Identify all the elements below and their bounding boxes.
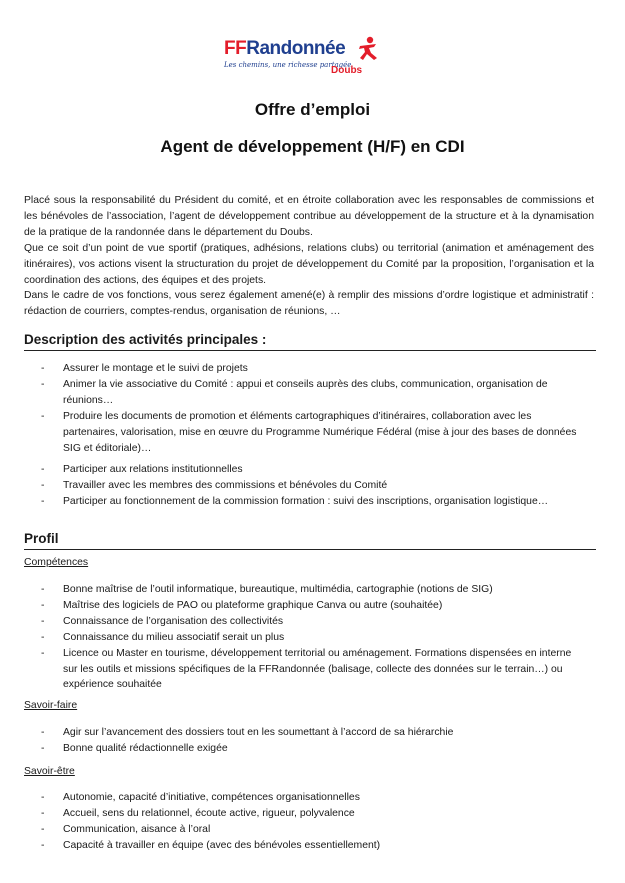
intro-paragraph: Placé sous la responsabilité du Président du comité, et en étroite collaboration avec les responsables de commissions et les bénévoles de l’association, l’agent de développement contribue au développement de la structure et à la dynamisation de la pratique de la randonnée dans le département du Doubs. <box>24 195 594 238</box>
list-item: - Autonomie, capacité d’initiative, compétences organisationnelles <box>41 792 360 803</box>
job-title: Agent de développement (H/F) en CDI <box>160 137 465 156</box>
list-item: - Maîtrise des logiciels de PAO ou plateforme graphique Canva ou autre (souhaitée) <box>41 599 443 611</box>
hiker-icon <box>356 36 380 62</box>
activities-heading: Description des activités principales : <box>24 332 596 351</box>
ffrandonnee-logo <box>224 38 404 80</box>
intro-paragraph: Que ce soit d’un point de vue sportif (pratiques, adhésions, relations clubs) ou territorial (animation et aménagement des itinéraires), vos actions visent la structuration du projet de développement du Comité par la proposition, l’organisation et la coordination des actions, des équipes et des projets. <box>24 242 594 286</box>
competences-list <box>24 582 584 693</box>
list-item: - Agir sur l’avancement des dossiers tout en les soumettant à l’accord de sa hiérarchie <box>41 727 454 738</box>
intro-paragraph: Dans le cadre de vos fonctions, vous serez également amené(e) à remplir des missions d’ordre logistique et administratif : rédaction de courriers, comptes-rendus, organisation de réunions, … <box>24 290 594 318</box>
list-item: - Capacité à travailler en équipe (avec des bénévoles essentiellement) <box>41 839 381 851</box>
list-item: - Animer la vie associative du Comité : appui et conseils auprès des clubs, communication, organisation de réunions… <box>41 378 548 406</box>
list-item: - Connaissance de l’organisation des collectivités <box>41 615 284 627</box>
list-item: - Participer aux relations institutionnelles <box>41 464 243 476</box>
savoir-faire-list <box>24 725 584 757</box>
intro-text <box>24 193 594 320</box>
page-title: Offre d’emploi <box>254 100 371 119</box>
competences-subheading: Compétences <box>24 557 89 568</box>
logo-name: Randonnée <box>246 38 346 59</box>
list-item: - Licence ou Master en tourisme, développement territorial ou aménagement. Formations dispensées en interne sur les outils et missions spécifiques de la FFRandonnée (balisage, collecte des données sur le terrain…) ou expérience souhaitée <box>41 647 572 691</box>
logo-region: Doubs <box>331 65 363 76</box>
activities-list <box>24 361 584 510</box>
list-item: - Produire les documents de promotion et éléments cartographiques d’itinéraires, collaboration avec les partenaires, valorisation, mise en œuvre du Programme Numérique Fédéral (mise à jour des bases de données SIG et éditoriale)… <box>41 410 577 454</box>
list-item: - Bonne qualité rédactionnelle exigée <box>41 742 228 754</box>
list-item: - Connaissance du milieu associatif serait un plus <box>41 631 285 643</box>
list-item: - Assurer le montage et le suivi de projets <box>41 363 248 374</box>
list-item: - Participer au fonctionnement de la commission formation : suivi des inscriptions, organisation logistique… <box>41 496 549 508</box>
profil-heading: Profil <box>24 531 596 550</box>
list-item: - Communication, aisance à l’oral <box>41 823 211 835</box>
list-item: - Bonne maîtrise de l’outil informatique, bureautique, multimédia, cartographie (notions de SIG) <box>41 584 493 595</box>
list-item: - Travailler avec les membres des commissions et bénévoles du Comité <box>41 480 388 492</box>
logo-tagline: Les chemins, une richesse partagée <box>224 61 352 69</box>
logo-ff: FF <box>224 38 247 59</box>
savoir-etre-subheading: Savoir-être <box>24 766 75 777</box>
logo-brand <box>224 38 345 60</box>
savoir-etre-list <box>24 790 584 854</box>
list-item: - Accueil, sens du relationnel, écoute active, rigueur, polyvalence <box>41 807 355 819</box>
savoir-faire-subheading: Savoir-faire <box>24 700 78 711</box>
